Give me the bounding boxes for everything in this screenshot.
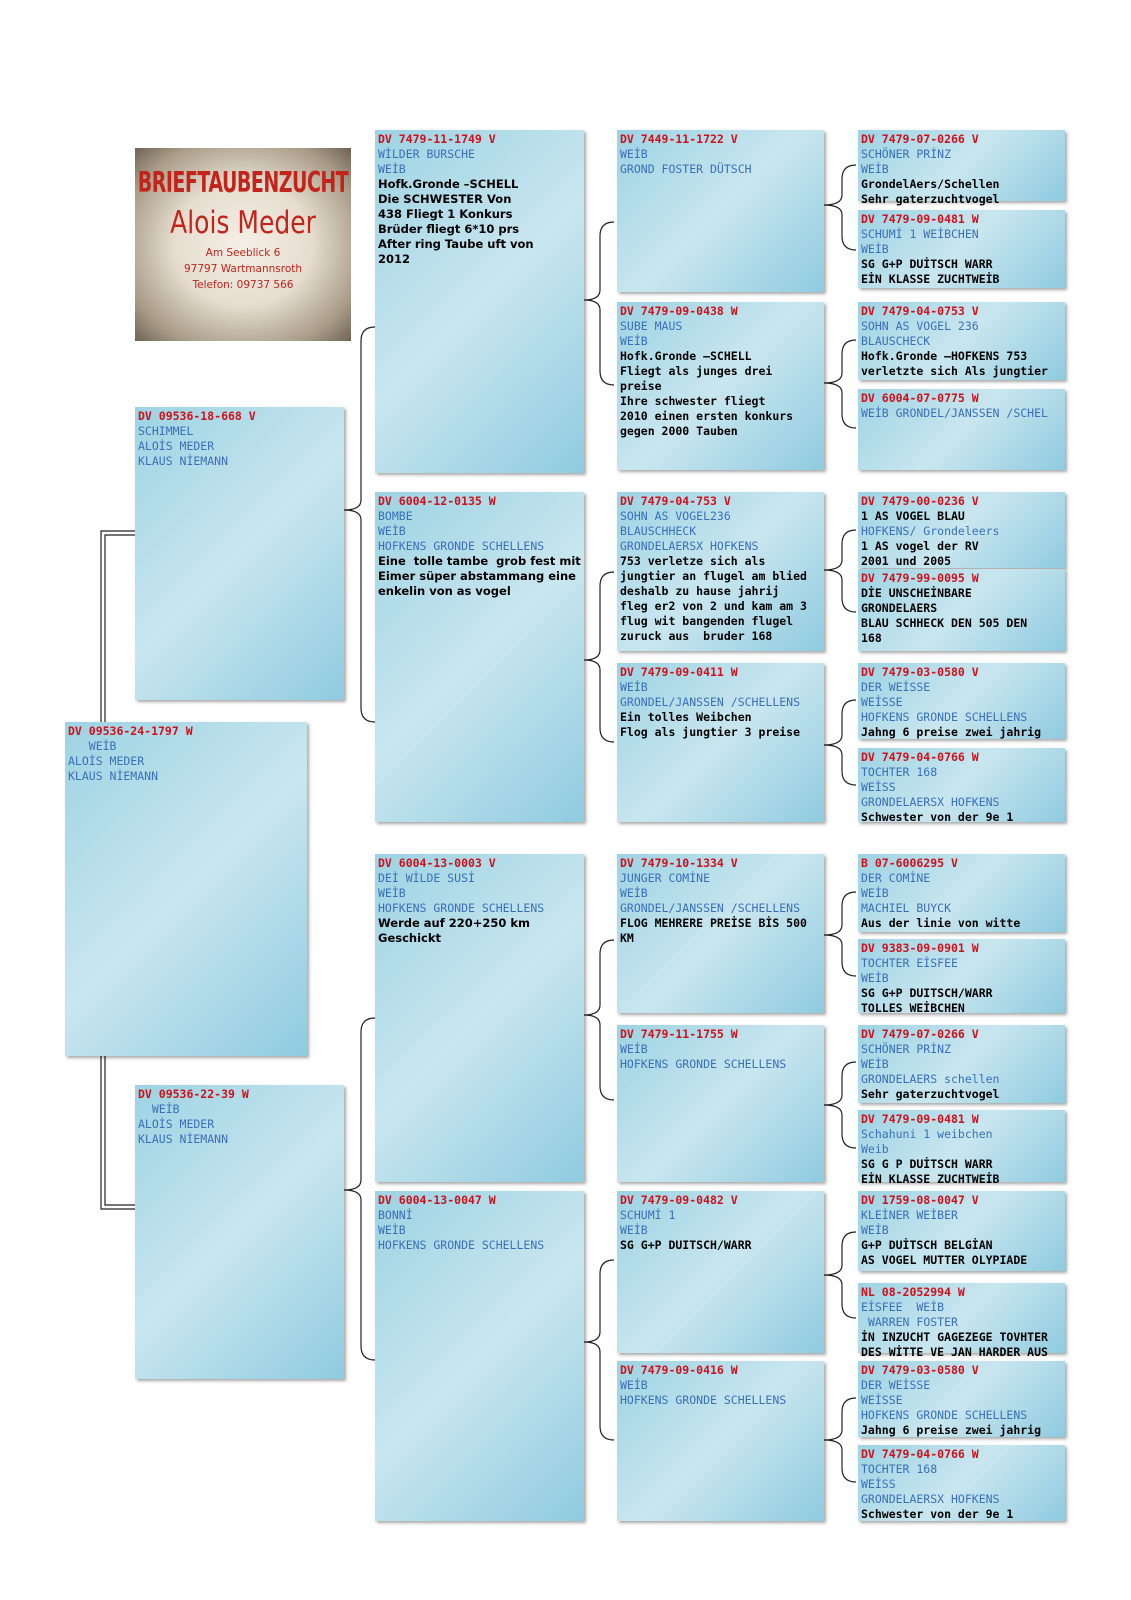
pigeon-card-ggg10 — [858, 939, 1065, 1013]
pigeon-info-line: DER WEİSSE — [861, 1378, 931, 1392]
pigeon-info-line: WEİB — [620, 1042, 648, 1056]
pigeon-info-line: Schahuni 1 weibchen — [861, 1127, 993, 1141]
pigeon-info-line: KLAUS NİEMANN — [138, 1132, 229, 1146]
pigeon-info-line: WEİB — [861, 971, 889, 985]
ring-number: DV 7479-09-0482 V — [620, 1193, 738, 1207]
pigeon-info-line: GRONDELAERS schellen — [861, 1072, 1000, 1086]
pigeon-notes: Schwester von der 9e 1 — [861, 810, 1014, 824]
pigeon-card-ggg1 — [858, 130, 1065, 206]
ring-number: DV 7479-10-1334 V — [620, 856, 738, 870]
pigeon-card-gg4 — [617, 663, 824, 822]
pigeon-card-ggg3 — [858, 302, 1065, 380]
ring-number: DV 7479-11-1749 V — [378, 132, 496, 146]
pigeon-card-ggg4 — [858, 389, 1065, 470]
pigeon-card-subject — [65, 722, 307, 1056]
pigeon-notes: FLOG MEHRERE PREİSE BİS 500 KM — [620, 916, 807, 945]
pigeon-info-line: WEİB — [68, 739, 117, 753]
ring-number: DV 7479-07-0266 V — [861, 1027, 979, 1041]
pigeon-card-g2 — [375, 492, 584, 822]
ring-number: NL 08-2052994 W — [861, 1285, 965, 1299]
pigeon-info-line: WEİSS — [861, 1477, 896, 1491]
connector-line — [824, 1232, 856, 1318]
pigeon-notes: 753 verletze sich als jungtier an flugel am blied deshalb zu hause jahrij fleg er2 von 2 und kam am 3 flug wit bangenden flugel zuruck aus bruder 168 — [620, 554, 807, 643]
pigeon-info-line: DER COMİNE — [861, 871, 931, 885]
pigeon-info-line: WEİB — [861, 1057, 889, 1071]
logo-name: Alois Meder — [170, 204, 316, 241]
ring-number: DV 7449-11-1722 V — [620, 132, 738, 146]
pigeon-info-line: KLAUS NİEMANN — [138, 454, 229, 468]
pigeon-card-ggg6 — [858, 569, 1065, 651]
pigeon-info-line: DEİ WİLDE SUSİ — [378, 871, 475, 885]
pigeon-info-line: SOHN AS VOGEL 236 — [861, 319, 979, 333]
pigeon-info-line: BLAUSCHHECK — [620, 524, 697, 538]
pigeon-info-line: SOHN AS VOGEL236 — [620, 509, 731, 523]
pigeon-card-ggg8 — [858, 748, 1065, 822]
pigeon-info-line: TOCHTER 168 — [861, 765, 938, 779]
pigeon-info-line: WEİSSE — [861, 1393, 903, 1407]
pigeon-info-line: SCHÖNER PRİNZ — [861, 1042, 952, 1056]
ring-number: DV 6004-07-0775 W — [861, 391, 979, 405]
ring-number: DV 7479-07-0266 V — [861, 132, 979, 146]
logo-city: 97797 Wartmannsroth — [183, 263, 303, 275]
pigeon-notes: Hofk.Gronde –HOFKENS 753 verletzte sich Als jungtier — [861, 349, 1048, 378]
pigeon-card-sire — [135, 407, 344, 700]
pigeon-card-gg6 — [617, 1025, 824, 1182]
ring-number: DV 7479-09-0481 W — [861, 1112, 979, 1126]
pigeon-notes: 1 AS VOGEL BLAU — [861, 509, 965, 523]
pigeon-info-line: KLAUS NİEMANN — [68, 769, 159, 783]
pigeon-notes: SG G+P DUITSCH/WARR — [620, 1238, 752, 1252]
pigeon-notes: Ein tolles Weibchen Flog als jungtier 3 preise — [620, 710, 801, 739]
pigeon-info-line: WEİB — [620, 1378, 648, 1392]
pigeon-info-line: HOFKENS GRONDE SCHELLENS — [620, 1057, 787, 1071]
pigeon-notes: Werde auf 220+250 km Geschickt — [378, 916, 531, 945]
pigeon-info-line: GRONDELAERSX HOFKENS — [861, 1492, 1000, 1506]
pigeon-info-line: HOFKENS GRONDE SCHELLENS — [378, 901, 545, 915]
pigeon-info-line: GRONDEL/JANSSEN /SCHELLENS — [620, 695, 801, 709]
pigeon-info-line: WEİB — [620, 1223, 648, 1237]
pigeon-info-line: ALOİS MEDER — [138, 1117, 215, 1131]
pigeon-info-line: WEİB — [861, 242, 889, 256]
pigeon-info-line: SCHIMMEL — [138, 424, 194, 438]
pigeon-info-line: EİSFEE WEİB — [861, 1300, 945, 1314]
pigeon-card-gg1 — [617, 130, 824, 292]
pigeon-info-line: GRONDEL/JANSSEN /SCHELLENS — [620, 901, 801, 915]
logo-street: Am Seeblick 6 — [205, 247, 281, 259]
pigeon-info-line: WEİB — [620, 147, 648, 161]
ring-number: DV 6004-13-0003 V — [378, 856, 496, 870]
ring-number: DV 09536-24-1797 W — [68, 724, 193, 738]
pigeon-info-line: WEİB — [138, 1102, 180, 1116]
pigeon-notes: Sehr gaterzuchtvogel — [861, 1087, 1000, 1101]
ring-number: DV 7479-00-0236 V — [861, 494, 979, 508]
logo-phone: Telefon: 09737 566 — [192, 279, 294, 291]
ring-number: DV 7479-09-0438 W — [620, 304, 738, 318]
ring-number: DV 7479-04-0753 V — [861, 304, 979, 318]
connector-line — [824, 892, 856, 976]
pigeon-info-line: WEİB — [861, 162, 889, 176]
pigeon-info-line: MACHIEL BUYCK — [861, 901, 952, 915]
pigeon-info-line: WEİB — [378, 524, 406, 538]
pigeon-info-line: TOCHTER 168 — [861, 1462, 938, 1476]
pigeon-notes: Schwester von der 9e 1 — [861, 1507, 1014, 1521]
pigeon-card-g4 — [375, 1191, 584, 1521]
pigeon-info-line: WEİB — [378, 1223, 406, 1237]
pigeon-notes: Hofk.Gronde –SCHELL Fliegt als junges drei preise Ihre schwester fliegt 2010 einen ersten konkurs gegen 2000 Tauben — [620, 349, 794, 438]
pigeon-card-dam — [135, 1085, 344, 1379]
pigeon-info-line: HOFKENS/ Grondeleers — [861, 524, 1000, 538]
pigeon-notes: İN INZUCHT GAGEZEGE TOVHTER DES WİTTE VE JAN HARDER AUS — [861, 1330, 1048, 1359]
pigeon-info-line: WİLDER BURSCHE — [378, 147, 475, 161]
pigeon-info-line: BLAUSCHECK — [861, 334, 931, 348]
ring-number: DV 7479-09-0416 W — [620, 1363, 738, 1377]
logo-title: BRIEFTAUBENZUCHT — [137, 166, 349, 200]
pigeon-info-line: SCHUMİ 1 WEİBCHEN — [861, 227, 979, 241]
connector-line — [101, 531, 135, 722]
pigeon-info-line: WEİB — [620, 886, 648, 900]
connector-line — [584, 572, 614, 742]
pigeon-info-line: GRONDELAERSX HOFKENS — [861, 795, 1000, 809]
ring-number: DV 1759-08-0047 V — [861, 1193, 979, 1207]
pigeon-card-ggg2 — [858, 210, 1065, 288]
ring-number: B 07-6006295 V — [861, 856, 958, 870]
pigeon-info-line: SUBE MAUS — [620, 319, 683, 333]
pigeon-notes: Hofk.Gronde –SCHELL Die SCHWESTER Von 438 Fliegt 1 Konkurs Brüder fliegt 6*10 prs After ring Taube uft von 2012 — [378, 177, 534, 266]
pigeon-card-g3 — [375, 854, 584, 1182]
pigeon-info-line: WARREN FOSTER — [861, 1315, 958, 1329]
pigeon-info-line: JUNGER COMİNE — [620, 871, 711, 885]
pigeon-info-line: WEİB — [861, 1223, 889, 1237]
pigeon-card-gg3 — [617, 492, 824, 651]
pigeon-info-line: HOFKENS GRONDE SCHELLENS — [861, 710, 1028, 724]
ring-number: DV 09536-18-668 V — [138, 409, 256, 423]
pigeon-info-line: HOFKENS GRONDE SCHELLENS — [378, 539, 545, 553]
pigeon-card-ggg5 — [858, 492, 1065, 568]
connector-line — [824, 165, 856, 250]
connector-line — [824, 530, 856, 612]
pigeon-card-ggg11 — [858, 1025, 1065, 1103]
pigeon-card-gg5 — [617, 854, 824, 1013]
pigeon-card-g1 — [375, 130, 584, 473]
connector-line — [824, 340, 856, 428]
connector-line — [584, 1260, 614, 1440]
pigeon-info-line: KLEİNER WEİBER — [861, 1208, 958, 1222]
connector-line — [824, 700, 856, 785]
pigeon-card-gg2 — [617, 302, 824, 470]
pigeon-info-line: BONNİ — [378, 1208, 413, 1222]
pigeon-card-ggg14 — [858, 1283, 1065, 1359]
pigeon-info-line: WEİB GRONDEL/JANSSEN /SCHEL — [861, 406, 1048, 420]
pigeon-notes: DİE UNSCHEİNBARE GRONDELAERS BLAU SCHHECK DEN 505 DEN 168 — [861, 586, 1028, 645]
pigeon-info-line: ALOİS MEDER — [138, 439, 215, 453]
ring-number: DV 7479-99-0095 W — [861, 571, 979, 585]
connector-line — [105, 1056, 135, 1205]
pigeon-info-line: WEİSSE — [861, 695, 903, 709]
pigeon-card-ggg16 — [858, 1445, 1065, 1521]
pigeon-info-line: GRONDELAERSX HOFKENS — [620, 539, 759, 553]
pigeon-card-ggg12 — [858, 1110, 1065, 1186]
pigeon-info-line: WEİB — [620, 334, 648, 348]
pigeon-info-line: HOFKENS GRONDE SCHELLENS — [378, 1238, 545, 1252]
pigeon-card-ggg15 — [858, 1361, 1065, 1437]
pigeon-card-gg8 — [617, 1361, 824, 1521]
pigeon-notes: G+P DUİTSCH BELGİAN AS VOGEL MUTTER OLYPIADE — [861, 1238, 1028, 1267]
pigeon-notes: SG G+P DUITSCH/WARR TOLLES WEİBCHEN — [861, 986, 993, 1015]
ring-number: DV 7479-04-0766 W — [861, 750, 979, 764]
pigeon-info-line: WEİB — [861, 886, 889, 900]
ring-number: DV 9383-09-0901 W — [861, 941, 979, 955]
pigeon-info-line: BOMBE — [378, 509, 413, 523]
connector-line — [105, 535, 135, 722]
pigeon-notes: SG G+P DUİTSCH WARR EİN KLASSE ZUCHTWEİB — [861, 257, 1000, 286]
connector-line — [584, 940, 614, 1100]
ring-number: DV 6004-12-0135 W — [378, 494, 496, 508]
ring-number: DV 7479-09-0481 W — [861, 212, 979, 226]
pigeon-notes: GrondelAers/Schellen Sehr gaterzuchtvogel — [861, 177, 1000, 206]
pigeon-info-line: Weib — [861, 1142, 889, 1156]
connector-line — [344, 327, 375, 722]
pigeon-notes: SG G P DUİTSCH WARR EİN KLASSE ZUCHTWEİB — [861, 1157, 1000, 1186]
pigeon-card-ggg7 — [858, 663, 1065, 739]
pigeon-info-line: TOCHTER EİSFEE — [861, 956, 958, 970]
pigeon-info-line: WEİSS — [861, 780, 896, 794]
pigeon-info-line: WEİB — [620, 680, 648, 694]
pigeon-info-line: WEİB — [378, 886, 406, 900]
connector-line — [824, 1062, 856, 1148]
pigeon-info-line: HOFKENS GRONDE SCHELLENS — [861, 1408, 1028, 1422]
ring-number: DV 7479-04-0766 W — [861, 1447, 979, 1461]
ring-number: DV 09536-22-39 W — [138, 1087, 249, 1101]
connector-line — [344, 1018, 375, 1360]
pigeon-notes: Jahng 6 preise zwei jahrig — [861, 1423, 1042, 1437]
connector-line — [101, 1056, 135, 1209]
pigeon-card-ggg9 — [858, 854, 1065, 932]
pigeon-info-line: HOFKENS GRONDE SCHELLENS — [620, 1393, 787, 1407]
pigeon-card-gg7 — [617, 1191, 824, 1353]
pigeon-card-ggg13 — [858, 1191, 1065, 1271]
ring-number: DV 6004-13-0047 W — [378, 1193, 496, 1207]
ring-number: DV 7479-03-0580 V — [861, 1363, 979, 1377]
ring-number: DV 7479-09-0411 W — [620, 665, 738, 679]
connector-line — [824, 1398, 856, 1482]
ring-number: DV 7479-03-0580 V — [861, 665, 979, 679]
pigeon-notes: Aus der linie von witte — [861, 916, 1021, 930]
pigeon-info-line: DER WEİSSE — [861, 680, 931, 694]
pigeon-info-line: SCHÖNER PRİNZ — [861, 147, 952, 161]
ring-number: DV 7479-11-1755 W — [620, 1027, 738, 1041]
pigeon-notes: Jahng 6 preise zwei jahrig — [861, 725, 1042, 739]
connector-line — [584, 222, 614, 385]
pigeon-info-line: ALOİS MEDER — [68, 754, 145, 768]
pigeon-notes: Eine tolle tambe grob fest mit Eimer süper abstammang eine enkelin von as vogel — [378, 554, 585, 598]
pigeon-info-line: WEİB — [378, 162, 406, 176]
pigeon-info-line: SCHUMİ 1 — [620, 1208, 676, 1222]
pigeon-info-line: GROND FOSTER DÜTSCH — [620, 162, 752, 176]
ring-number: DV 7479-04-753 V — [620, 494, 731, 508]
pigeon-notes: 1 AS vogel der RV 2001 und 2005 — [861, 539, 979, 568]
